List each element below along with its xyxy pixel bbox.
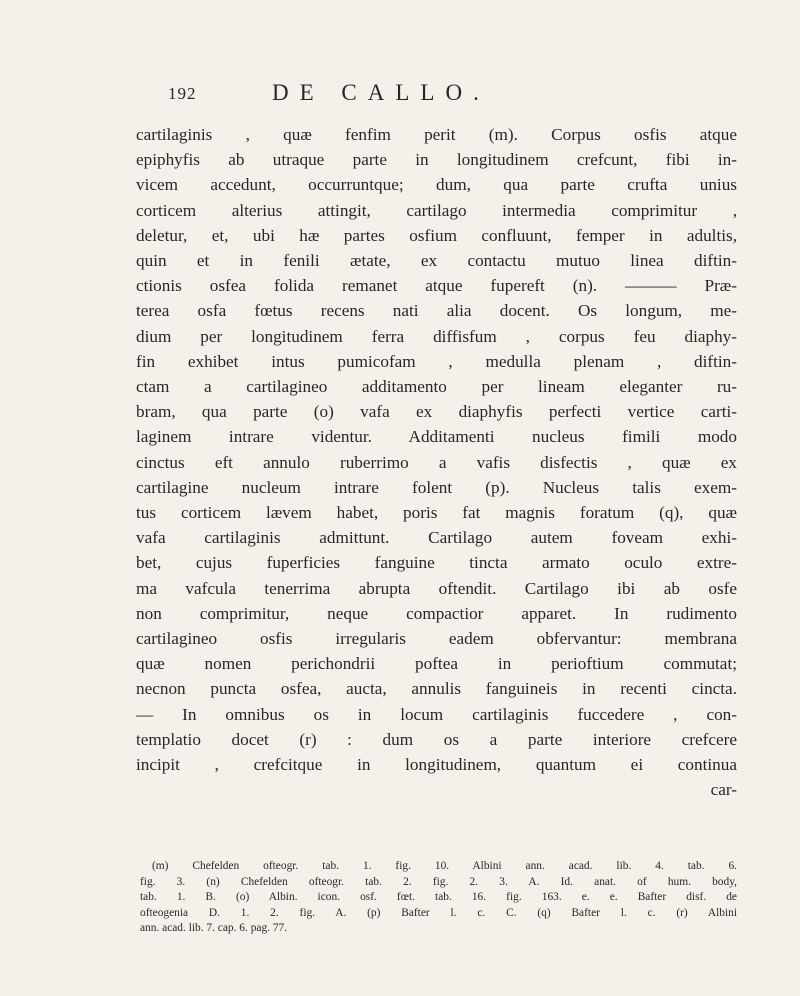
text-line: fin exhibet intus pumicofam , medulla plenam , diftin- — [136, 351, 737, 371]
page-header — [168, 80, 728, 110]
page-number: 192 — [168, 84, 197, 103]
text-line: vicem accedunt, occurruntque; dum, qua parte crufta unius — [136, 175, 737, 195]
text-line: cartilagine nucleum intrare folent (p). Nucleus talis exem- — [136, 477, 737, 497]
text-line: — In omnibus os in locum cartilaginis fuccedere , con- — [136, 704, 737, 724]
body-text — [136, 122, 737, 802]
text-line: bram, qua parte (o) vafa ex diaphyfis perfecti vertice carti- — [136, 402, 737, 422]
footnote-line: (m) Chefelden ofteogr. tab. 1. fig. 10. Albini ann. acad. lib. 4. tab. 6. — [152, 860, 737, 872]
catchword: car- — [710, 780, 737, 800]
text-line: corticem alterius attingit, cartilago intermedia comprimitur , — [136, 200, 737, 220]
text-line: quæ nomen perichondrii poftea in perioftium commutat; — [136, 654, 737, 674]
footnotes — [140, 859, 737, 937]
text-line: ctionis osfea folida remanet atque fupereft (n). ——— Præ- — [136, 276, 737, 296]
footnote-line: tab. 1. B. (o) Albin. icon. osf. fœt. tab. 16. fig. 163. e. e. Bafter disf. de — [140, 891, 737, 904]
footnote-line: fig. 3. (n) Chefelden ofteogr. tab. 2. fig. 2. 3. A. Id. anat. of hum. body, — [140, 875, 737, 888]
text-line: laginem intrare videntur. Additamenti nucleus fimili modo — [136, 427, 737, 447]
text-line: non comprimitur, neque compactior apparet. In rudimento — [136, 603, 737, 623]
text-line: bet, cujus fuperficies fanguine tincta armato oculo extre- — [136, 553, 737, 573]
text-line: incipit , crefcitque in longitudinem, quantum ei continua — [136, 755, 737, 775]
text-line: deletur, et, ubi hæ partes osfium confluunt, femper in adultis, — [136, 225, 737, 245]
running-title: DE CALLO. — [272, 80, 490, 105]
text-line: cartilaginis , quæ fenfim perit (m). Corpus osfis atque — [136, 125, 737, 144]
text-line: ma vafcula tenerrima abrupta oftendit. Cartilago ibi ab osfe — [136, 578, 737, 598]
text-line: cartilagineo osfis irregularis eadem obfervantur: membrana — [136, 629, 737, 649]
text-line: cinctus eft annulo ruberrimo a vafis disfectis , quæ ex — [136, 452, 737, 472]
text-line: terea osfa fœtus recens nati alia docent. Os longum, me- — [136, 301, 737, 321]
text-line: ctam a cartilagineo additamento per lineam eleganter ru- — [136, 377, 737, 397]
text-line: templatio docet (r) : dum os a parte interiore crefcere — [136, 729, 737, 749]
text-line: necnon puncta osfea, aucta, annulis fanguineis in recenti cincta. — [136, 679, 737, 699]
footnote-line: ann. acad. lib. 7. cap. 6. pag. 77. — [140, 922, 288, 935]
text-line: epiphyfis ab utraque parte in longitudinem crefcunt, fibi in- — [136, 150, 737, 170]
text-line: tus corticem lævem habet, poris fat magnis foratum (q), quæ — [136, 503, 737, 523]
text-line: dium per longitudinem ferra diffisfum , corpus feu diaphy- — [136, 326, 737, 346]
footnote-line: ofteogenia D. 1. 2. fig. A. (p) Bafter l. c. C. (q) Bafter l. c. (r) Albini — [140, 906, 737, 919]
text-line: quin et in fenili ætate, ex contactu mutuo linea diftin- — [136, 251, 737, 271]
text-line: vafa cartilaginis admittunt. Cartilago autem foveam exhi- — [136, 528, 737, 548]
